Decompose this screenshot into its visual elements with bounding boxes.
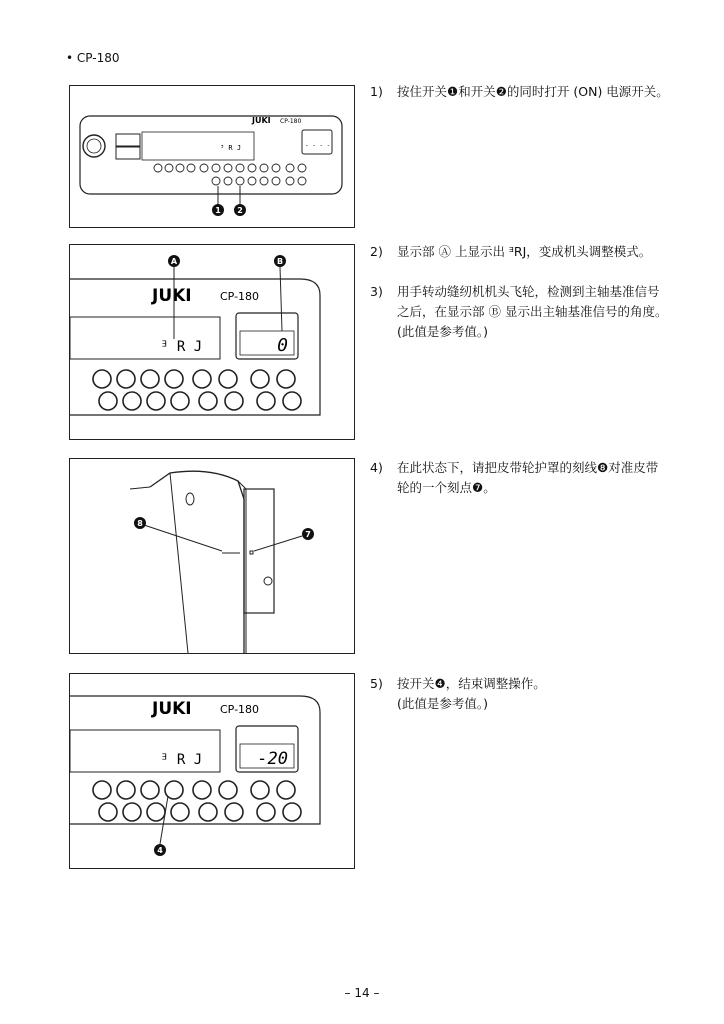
figure-pulley-cover [69, 458, 355, 654]
callout-2: 2 [237, 206, 243, 215]
step-4-num: 4) [370, 460, 383, 475]
step-5-text: 按开关❹，结束调整操作。 [397, 676, 546, 691]
step-1-text: 按住开关❶和开关❷的同时打开 (ON) 电源开关。 [397, 84, 669, 99]
callout-8: 8 [137, 519, 143, 528]
model-text-4: CP-180 [220, 703, 260, 716]
model-text-1: CP-180 [280, 118, 302, 125]
adj-display-4: ᴲ R J [160, 752, 203, 768]
step-1 [370, 82, 670, 102]
callout-7: 7 [305, 530, 311, 539]
callout-4: 4 [157, 846, 163, 855]
step-3-num: 3) [370, 284, 383, 299]
dash-display: - - - - [305, 142, 331, 149]
model-header: • CP-180 [66, 51, 120, 65]
step-4 [370, 458, 670, 498]
step-2 [370, 242, 670, 262]
step-3-text: 用手转动缝纫机机头飞轮，检测到主轴基准信号之后，在显示部 Ⓑ 显示出主轴基准信号的角度。(此值是参考值。) [397, 284, 668, 339]
callout-1: 1 [215, 206, 221, 215]
step-5 [370, 674, 670, 714]
page-number: – 14 – [344, 986, 380, 1000]
figure-panel-full [69, 85, 355, 228]
adj-display-2: ᴲ R J [160, 339, 203, 355]
callout-b: B [276, 257, 284, 266]
brand-text-2: JUKI [152, 286, 192, 306]
brand-text-1: JUKI [252, 116, 271, 125]
callout-a: A [170, 257, 178, 266]
step-4-text: 在此状态下，请把皮带轮护罩的刻线❽对准皮带轮的一个刻点❼。 [397, 460, 659, 495]
step-2-text: 显示部 Ⓐ 上显示出 ᴲRJ，变成机头调整模式。 [397, 244, 652, 259]
step-2-num: 2) [370, 244, 383, 259]
figure-panel-zoom-1 [69, 244, 355, 440]
figure-panel-zoom-2 [69, 673, 355, 869]
brand-text-4: JUKI [152, 699, 192, 719]
step-3 [370, 282, 670, 342]
angle-display-2: -20 [257, 749, 288, 769]
step-5-num: 5) [370, 676, 383, 691]
angle-display-1: 0 [277, 335, 288, 356]
adj-display-1: ᴲ R J [220, 144, 242, 152]
step-5-note: (此值是参考值。) [397, 696, 489, 711]
model-text-2: CP-180 [220, 290, 260, 303]
step-1-num: 1) [370, 84, 383, 99]
